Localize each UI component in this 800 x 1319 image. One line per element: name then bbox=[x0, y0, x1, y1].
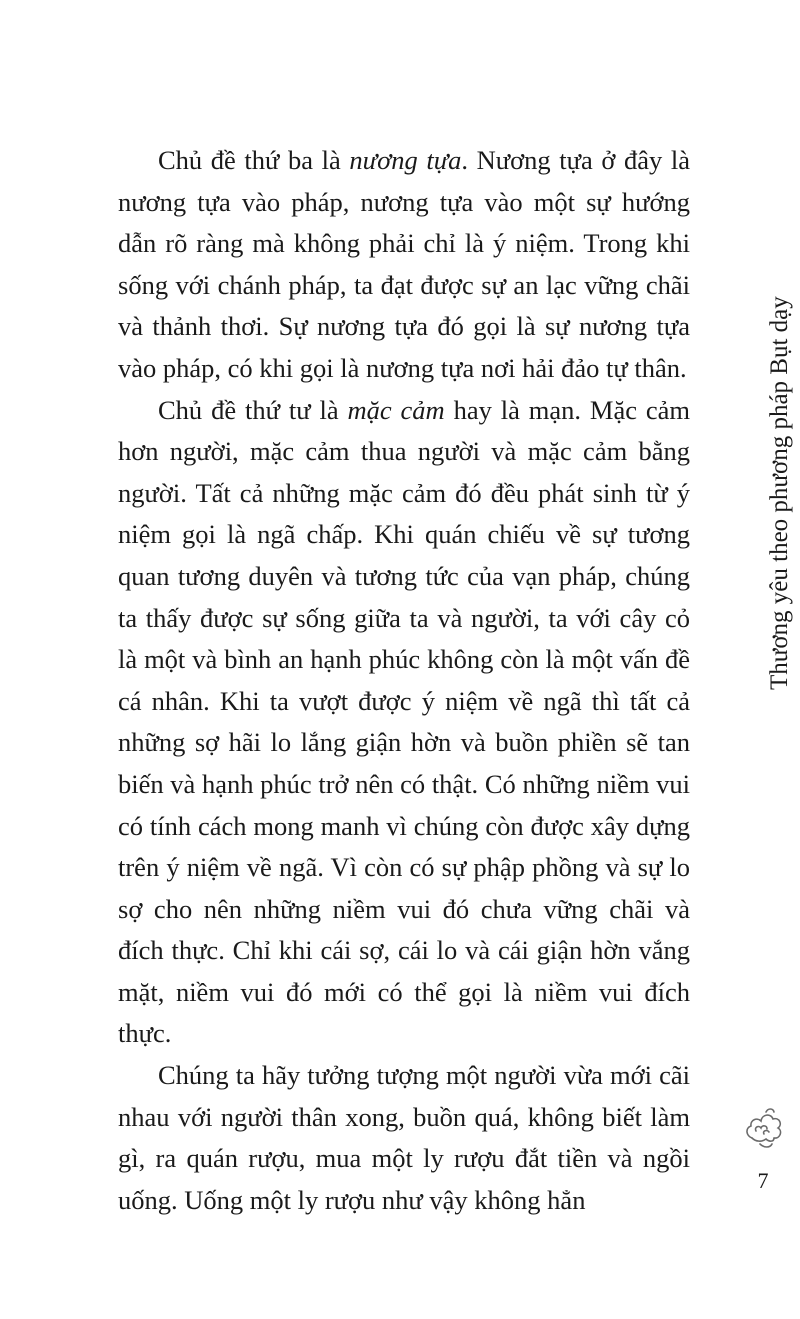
page-body bbox=[118, 140, 690, 1221]
paragraph-text: Chủ đề thứ ba là bbox=[158, 145, 350, 175]
paragraph-text: Chủ đề thứ tư là bbox=[158, 394, 348, 425]
paragraph-text: hay là mạn. Mặc cảm hơn người, mặc cảm thua người và mặc cảm bằng người. Tất cả những mặc cảm đó đều phát sinh từ ý niệm gọi là ngã chấp. Khi quán chiếu về sự tương quan tương duyên và tương tức của vạn pháp, chúng ta thấy được sự sống giữa ta và người, ta với cây cỏ là một và bình an hạnh phúc không còn là một vấn đề cá nhân. Khi ta vượt được ý niệm về ngã thì tất cả những sợ hãi lo lắng giận hờn và buồn phiền sẽ tan biến và hạnh phúc trở nên có thật. Có những niềm vui có tính cách mong manh vì chúng còn được xây dựng trên ý niệm về ngã. Vì còn có sự phập phồng và sự lo sợ cho nên những niềm vui đó chưa vững chãi và đích thực. Chỉ khi cái sợ, cái lo và cái giận hờn vắng mặt, niềm vui đó mới có thể gọi là niềm vui đích thực. bbox=[118, 394, 691, 1049]
paragraph-imagine bbox=[118, 1055, 690, 1221]
paragraph-refuge bbox=[118, 140, 690, 390]
paragraph-text: . Nương tựa ở đây là nương tựa vào pháp, nương tựa vào một sự hướng dẫn rõ ràng mà không phải chỉ là ý niệm. Trong khi sống với chánh pháp, ta đạt được sự an lạc vững chãi và thảnh thơi. Sự nương tựa đó gọi là sự nương tựa vào pháp, có khi gọi là nương tựa nơi hải đảo tự thân. bbox=[118, 145, 690, 383]
running-head: Thương yêu theo phương pháp Bụt dạy bbox=[766, 296, 793, 690]
page-number: 7 bbox=[757, 1168, 769, 1193]
italic-term: nương tựa bbox=[349, 145, 462, 175]
italic-term: mặc cảm bbox=[347, 394, 445, 425]
cloud-ornament-icon bbox=[742, 1098, 786, 1156]
paragraph-text: Chúng ta hãy tưởng tượng một người vừa mới cãi nhau với người thân xong, buồn quá, không biết làm gì, ra quán rượu, mua một ly rượu đắt tiền và ngồi uống. Uống một ly rượu như vậy không hẳn bbox=[118, 1060, 690, 1215]
paragraph-complex bbox=[118, 390, 690, 1056]
